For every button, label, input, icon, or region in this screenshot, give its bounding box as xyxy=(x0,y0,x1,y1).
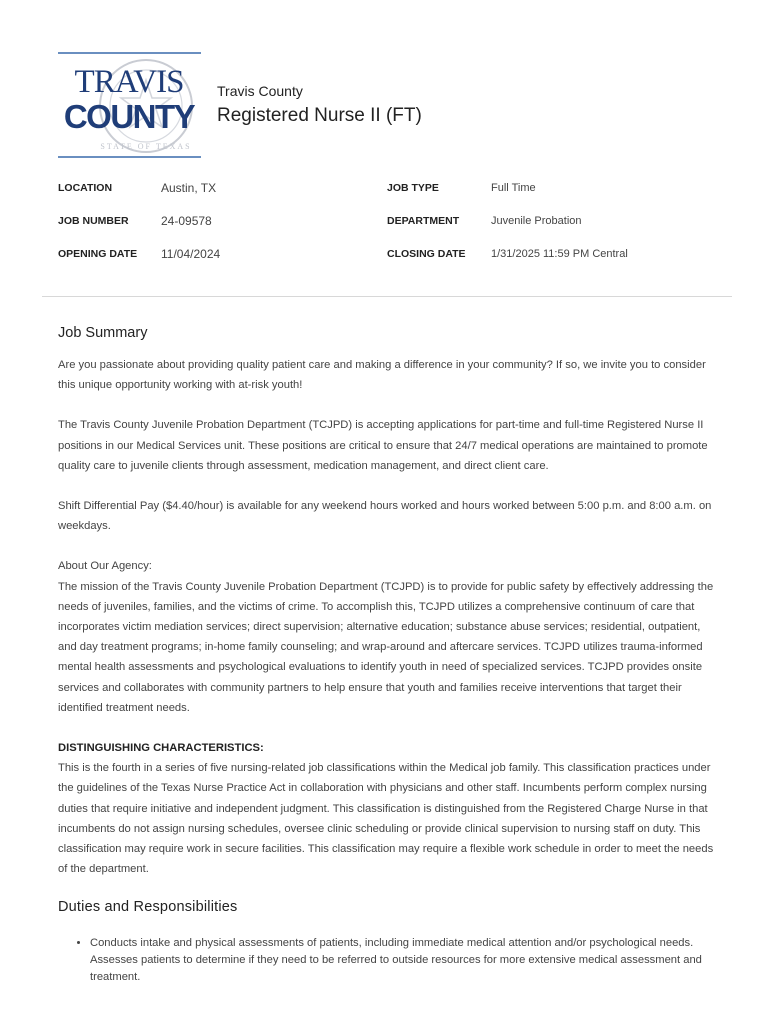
department-value: Juvenile Probation xyxy=(491,215,582,227)
meta-location xyxy=(58,178,358,198)
summary-paragraph-2: The Travis County Juvenile Probation Department (TCJPD) is accepting applications for part-time and full-time Registered Nurse II positions in our Medical Services unit. These positions are critical to ensure that 24/7 medical operations are maintained to promote quality care to juvenile clients through assessment, medication management, and direct client care. xyxy=(58,419,708,472)
department-label: DEPARTMENT xyxy=(387,215,460,227)
duties-heading: Duties and Responsibilities xyxy=(58,899,238,916)
job-number-label: JOB NUMBER xyxy=(58,215,129,227)
job-type-label: JOB TYPE xyxy=(387,182,439,194)
job-title: Registered Nurse II (FT) xyxy=(217,105,422,126)
location-label: LOCATION xyxy=(58,182,113,194)
summary-paragraph-3: Shift Differential Pay ($4.40/hour) is available for any weekend hours worked and hours worked between 5:00 p.m. and 8:00 a.m. on weekdays. xyxy=(58,500,712,533)
agency-paragraph: The mission of the Travis County Juvenile Probation Department (TCJPD) is to provide for public safety by effectively addressing the needs of juveniles, families, and the victims of crime. To accomplish this, TCJPD utilizes a comprehensive continuum of care that incorporates victim mediation services; direct supervision; alternative education; substance abuse services; residential, outpatient, and day treatment programs; in-home family counseling; and wrap-around and aftercare services. TCJPD utilizes trauma-informed mental health assessments and psychological evaluations to identify youth in need of specialized services. TCJPD provides onsite services and collaborates with community partners to help ensure that youth and families receive interventions that target their identified treatment needs. xyxy=(58,580,714,714)
about-agency-label: About Our Agency: xyxy=(58,560,152,573)
org-name: Travis County xyxy=(217,83,303,99)
job-summary-heading: Job Summary xyxy=(58,325,148,341)
logo-word-county: COUNTY xyxy=(63,98,195,135)
closing-date-label: CLOSING DATE xyxy=(387,248,466,260)
section-divider xyxy=(42,296,732,297)
summary-paragraph-1: Are you passionate about providing quality patient care and making a difference in your community? If so, we invite you to consider this unique opportunity working with at-risk youth! xyxy=(58,359,706,392)
distinguishing-characteristics-label: DISTINGUISHING CHARACTERISTICS: xyxy=(58,742,264,755)
duties-list xyxy=(58,935,718,986)
meta-job-type xyxy=(387,178,727,198)
travis-county-logo xyxy=(58,52,201,161)
distinguishing-paragraph: This is the fourth in a series of five nursing-related job classifications within the Medical job family. This classification practices under the guidelines of the Texas Nurse Practice Act in collaboration with physicians and other staff. Incumbents perform complex nursing duties that require initiative and independent judgment. This classification is distinguished from the Registered Charge Nurse in that incumbents do not assign nursing schedules, oversee clinic scheduling or provide clinical supervision to nursing staff on duty. This classification may require work in secure facilities. This classification may require a flexible work schedule in order to meet the needs of the department. xyxy=(58,762,714,876)
closing-date-value: 1/31/2025 11:59 PM Central xyxy=(491,248,628,260)
job-number-value: 24-09578 xyxy=(161,214,212,228)
logo-seal-text: STATE OF TEXAS xyxy=(100,142,192,151)
logo-word-travis: TRAVIS xyxy=(74,64,184,100)
meta-job-number xyxy=(58,211,358,231)
meta-department xyxy=(387,211,727,231)
opening-date-label: OPENING DATE xyxy=(58,248,138,260)
list-item: • Conducts intake and physical assessments of patients, including immediate medical attention and/or psychological needs. Assesses patients to determine if they need to be referred to outside resources for more extensive medical assessment and treatment. xyxy=(90,935,718,986)
meta-opening-date xyxy=(58,244,358,264)
meta-closing-date xyxy=(387,244,727,264)
logo-rule-bottom xyxy=(58,156,201,158)
job-description xyxy=(58,325,718,996)
county-seal-icon xyxy=(58,54,201,156)
opening-date-value: 11/04/2024 xyxy=(161,247,221,261)
job-type-value: Full Time xyxy=(491,182,536,194)
location-value: Austin, TX xyxy=(161,181,217,195)
